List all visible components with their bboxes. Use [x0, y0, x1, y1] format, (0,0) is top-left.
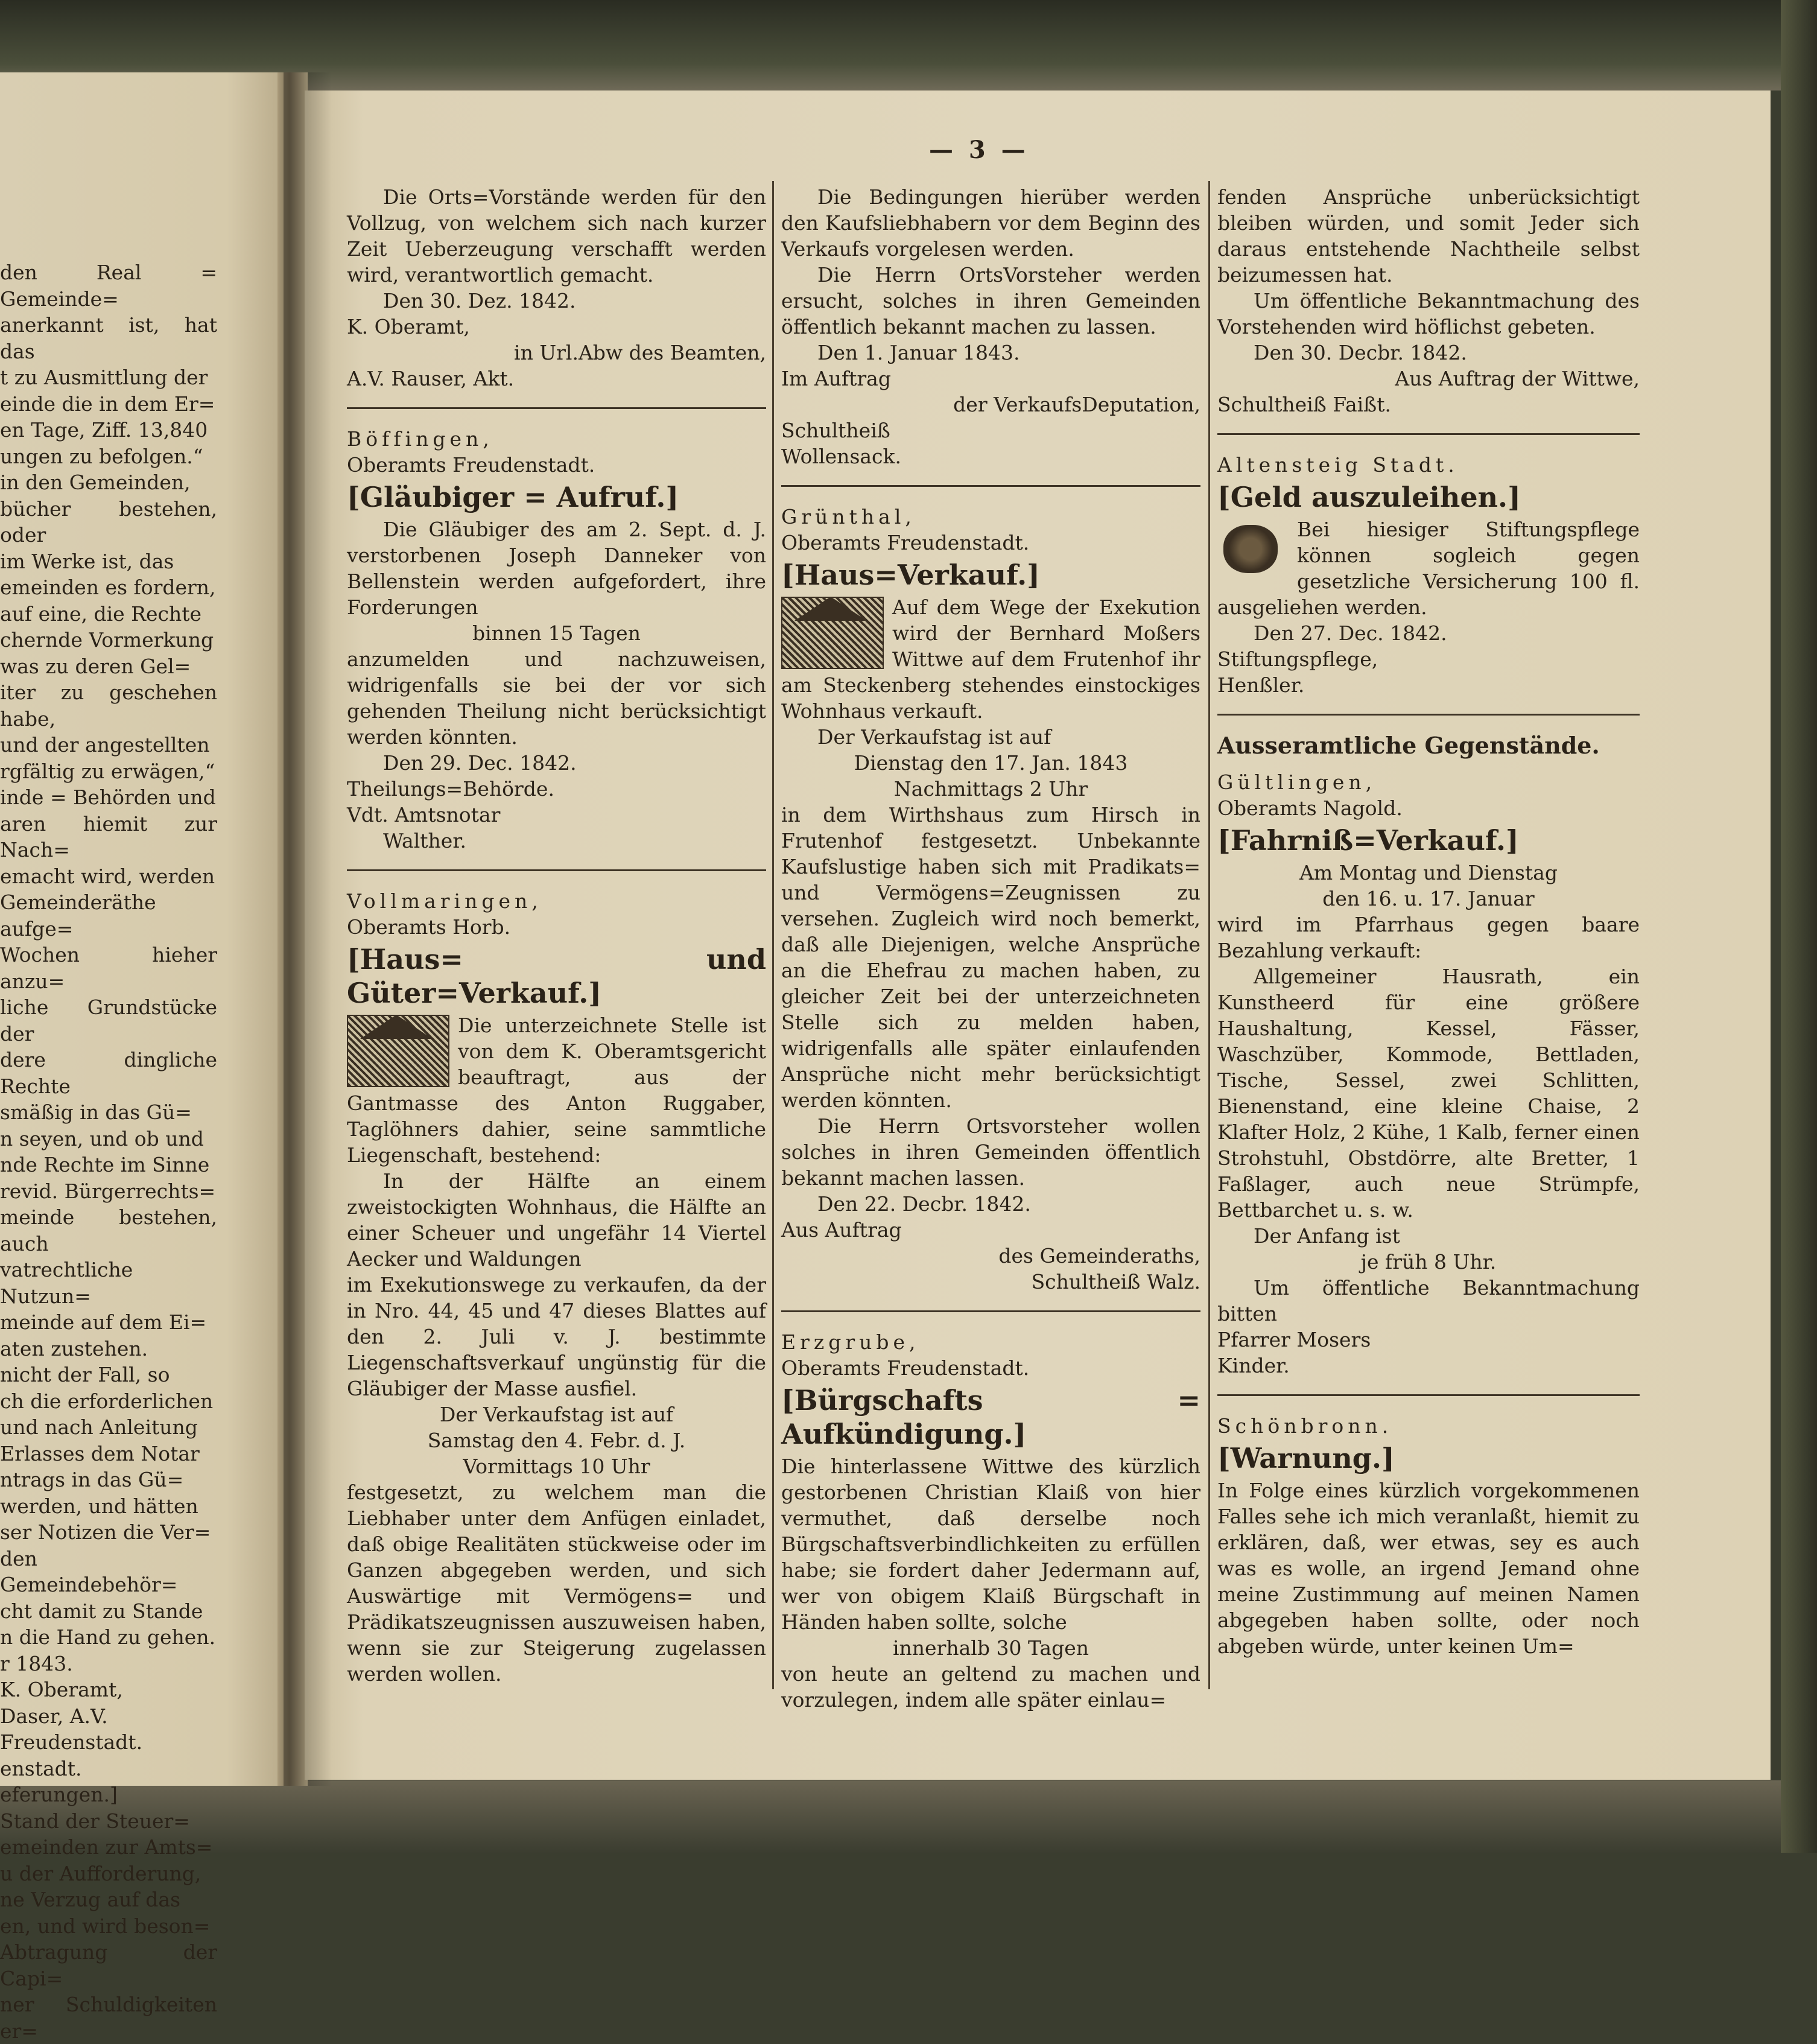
- signature: Im Auftrag: [781, 367, 891, 390]
- notice-text: In der Hälfte an einem zweistockigten Wohnhaus, die Hälfte an einer Scheuer und ungefähr 14 Viertel Aecker und Waldungen: [347, 1169, 766, 1271]
- signature: Walther.: [383, 829, 466, 852]
- section-divider: [347, 407, 766, 409]
- notice-date: Den 29. Dec. 1842.: [383, 751, 577, 775]
- notice-heading: [Warnung.]: [1217, 1442, 1395, 1474]
- column-3: [1217, 184, 1640, 1659]
- left-page-line: den Gemeindebehör=: [0, 1546, 178, 1596]
- notice-text: Auf dem Wege der Exekution wird der Bernhard Moßers Wittwe auf dem Frutenhof ihr am Steckenberg stehendes einstockiges Wohnhaus verkauft.: [781, 595, 1200, 723]
- section-title: Ausseramtliche Gegenstände.: [1217, 732, 1600, 759]
- gutter-shadow: [284, 72, 332, 1786]
- signature: Kinder.: [1217, 1354, 1290, 1377]
- left-page-line: inde = Behörden und: [0, 786, 216, 809]
- left-page-line: meinde auf dem Ei=: [0, 1310, 207, 1334]
- signature: Theilungs=Behörde.: [347, 777, 554, 801]
- section-divider: [1217, 433, 1640, 435]
- left-page-line: ntrags in das Gü=: [0, 1468, 184, 1491]
- sale-date: Dienstag den 17. Jan. 1843: [854, 751, 1128, 775]
- left-page-line: en Tage, Ziff. 13,840: [0, 418, 208, 442]
- notice-text: Die Herrn Ortsvorsteher wollen solches in ihren Gemeinden öffentlich bekannt machen lassen.: [781, 1114, 1200, 1190]
- column-rule-1: [772, 181, 774, 1689]
- left-page-line: Wochen hieher anzu=: [0, 943, 217, 993]
- notice-heading: [Bürgschafts = Aufkündigung.]: [781, 1384, 1200, 1450]
- signature: Aus Auftrag: [781, 1218, 902, 1242]
- left-page-line: im Werke ist, das: [0, 549, 174, 573]
- left-page-line: ch die erforderlichen: [0, 1389, 214, 1413]
- notice-deadline: binnen 15 Tagen: [472, 621, 641, 645]
- column-rule-2: [1208, 181, 1210, 1689]
- house-woodcut-icon: [347, 1015, 449, 1087]
- left-page-line: Stand der Steuer=: [0, 1809, 190, 1833]
- notice-date: Den 1. Januar 1843.: [817, 341, 1020, 364]
- signature: der VerkaufsDeputation,: [953, 393, 1200, 416]
- signature: Stiftungspflege,: [1217, 647, 1378, 671]
- left-page: [0, 72, 284, 2043]
- left-page-line: den Real = Gemeinde=: [0, 261, 217, 311]
- notice-text: von heute an geltend zu machen und vorzulegen, indem alle später einlau=: [781, 1662, 1200, 1712]
- signature: Henßler.: [1217, 673, 1305, 697]
- signature: in Url.Abw des Beamten,: [514, 341, 766, 364]
- left-page-line: liche Grundstücke der: [0, 995, 217, 1046]
- notice-place: Grünthal,: [781, 505, 916, 528]
- column-1: [347, 184, 766, 1687]
- left-page-line: auf eine, die Rechte: [0, 601, 202, 626]
- left-page-line: und der angestellten: [0, 733, 210, 757]
- signature: A.V. Rauser, Akt.: [347, 367, 515, 390]
- left-page-line: iter zu geschehen habe,: [0, 681, 217, 731]
- notice-text: anzumelden und nachzuweisen, widrigenfalls sie bei der vor sich gehenden Theilung nicht berücksichtigt werden könnten.: [347, 647, 766, 749]
- left-page-line: emeinden es fordern,: [0, 576, 216, 599]
- left-page-line: aren hiemit zur Nach=: [0, 811, 217, 862]
- left-page-line: t zu Ausmittlung der: [0, 366, 208, 389]
- sale-date: Am Montag und Dienstag: [1299, 861, 1558, 884]
- sale-time: je früh 8 Uhr.: [1360, 1250, 1497, 1274]
- left-page-line: nicht der Fall, so: [0, 1363, 170, 1386]
- sale-date: Samstag den 4. Febr. d. J.: [427, 1429, 686, 1452]
- notice-place: Schönbronn.: [1217, 1414, 1393, 1438]
- notice-place: Erzgrube,: [781, 1330, 920, 1354]
- signature: Wollensack.: [781, 445, 902, 468]
- left-page-line: Daser, A.V.: [0, 1704, 108, 1728]
- notice-text: Um öffentliche Bekanntmachung des Vorstehenden wird höflichst gebeten.: [1217, 289, 1640, 338]
- notice-text: wird im Pfarrhaus gegen baare Bezahlung verkauft:: [1217, 913, 1640, 962]
- notice-text: Der Verkaufstag ist auf: [817, 725, 1051, 749]
- left-page-line: einde die in dem Er=: [0, 392, 215, 416]
- notice-date: Den 22. Decbr. 1842.: [817, 1192, 1031, 1216]
- notice-text: Die Bedingungen hierüber werden den Kaufsliebhabern vor dem Beginn des Verkaufs vorgelesen werden.: [781, 185, 1200, 261]
- signature: Schultheiß Faißt.: [1217, 393, 1391, 416]
- notice-text: Die Orts=Vorstände werden für den Vollzug, von welchem sich nach kurzer Zeit Ueberzeugung verschafft werden wird, verantwortlich gemacht.: [347, 185, 766, 287]
- left-page-line: nde Rechte im Sinne: [0, 1153, 210, 1176]
- notice-text: in dem Wirthshaus zum Hirsch in Frutenhof festgesetzt. Unbekannte Kaufslustige haben sich mit Pradikats= und Vermögens=Zeugnissen zu versehen. Zugleich wird noch bemerkt, daß alle Diejenigen, welche Ansprüche an die Ehefrau zu machen haben, zu gleicher Zeit bei der unterzeichneten Stelle sich zu melden haben, widrigenfalls alle später einlaufenden Ansprüche nicht mehr berücksichtigt werden könnten.: [781, 803, 1200, 1112]
- left-page-line: revid. Bürgerrechts=: [0, 1179, 216, 1203]
- notice-district: Oberamts Freudenstadt.: [781, 1356, 1030, 1380]
- house-woodcut-icon: [781, 597, 884, 669]
- notice-heading: [Haus= und Güter=Verkauf.]: [347, 943, 766, 1009]
- section-divider: [1217, 1394, 1640, 1396]
- left-page-line: rgfältig zu erwägen,“: [0, 759, 215, 783]
- page-number: — 3 —: [929, 136, 1029, 164]
- left-page-line: enstadt.: [0, 1756, 82, 1780]
- notice-date: Den 30. Decbr. 1842.: [1254, 341, 1467, 364]
- left-page-line: r 1843.: [0, 1651, 73, 1675]
- left-page-line: meinde bestehen, auch: [0, 1205, 217, 1255]
- left-page-line: K. Oberamt,: [0, 1678, 123, 1701]
- notice-deadline: innerhalb 30 Tagen: [893, 1636, 1089, 1660]
- left-page-line: Erlasses dem Notar: [0, 1441, 200, 1465]
- notice-place: Böffingen,: [347, 427, 493, 451]
- signature: Pfarrer Mosers: [1217, 1328, 1371, 1351]
- notice-district: Oberamts Horb.: [347, 915, 511, 939]
- left-page-line: ner Schuldigkeiten er=: [0, 1993, 217, 2043]
- left-page-line: aten zustehen.: [0, 1336, 148, 1360]
- left-page-line: u der Aufforderung,: [0, 1861, 201, 1885]
- notice-heading: [Geld auszuleihen.]: [1217, 481, 1521, 513]
- left-page-line: vatrechtliche Nutzun=: [0, 1258, 133, 1308]
- notice-text: Die Gläubiger des am 2. Sept. d. J. verstorbenen Joseph Danneker von Bellenstein werden aufgefordert, ihre Forderungen: [347, 518, 766, 619]
- left-page-line: ne Verzug auf das: [0, 1888, 180, 1911]
- section-divider: [781, 1310, 1200, 1312]
- column-2: [781, 184, 1200, 1713]
- left-page-line: smäßig in das Gü=: [0, 1100, 192, 1124]
- notice-date: Den 27. Dec. 1842.: [1254, 621, 1447, 645]
- left-page-column: [0, 259, 217, 2044]
- signature: Vdt. Amtsnotar: [347, 803, 501, 827]
- notice-district: Oberamts Freudenstadt.: [781, 531, 1030, 554]
- left-page-line: was zu deren Gel=: [0, 654, 191, 678]
- notice-text: Der Verkaufstag ist auf: [439, 1403, 674, 1426]
- left-page-line: eferungen.]: [0, 1783, 118, 1806]
- left-page-line: emacht wird, werden: [0, 864, 215, 888]
- book-right-edge: [1781, 0, 1817, 1853]
- notice-text: Um öffentliche Bekanntmachung bitten: [1217, 1276, 1640, 1325]
- notice-heading: [Fahrniß=Verkauf.]: [1217, 824, 1519, 857]
- left-page-line: n seyen, und ob und: [0, 1126, 204, 1151]
- left-page-line: anerkannt ist, hat das: [0, 313, 217, 363]
- item-list: Allgemeiner Hausrath, ein Kunstheerd für eine größere Haushaltung, Kessel, Fässer, Waschzüber, Kommode, Bettladen, Tische, Sessel, zwei Schlitten, Bienenstand, eine kleine Chaise, 2 Klafter Holz, 2 Kühe, 1 Kalb, ferner einen Strohstuhl, Obstdörre, alte Bretter, 1 Faßlager, auch neue Strümpfe, Bettbarchet u. s. w.: [1217, 965, 1640, 1222]
- notice-district: Oberamts Freudenstadt.: [347, 453, 595, 477]
- left-page-line: bücher bestehen, oder: [0, 497, 217, 547]
- notice-text: fenden Ansprüche unberücksichtigt bleiben würden, und somit Jeder sich daraus entstehende Nachtheile selbst beizumessen hat.: [1217, 185, 1640, 287]
- notice-text: im Exekutionswege zu verkaufen, da der in Nro. 44, 45 und 47 dieses Blattes auf den 2. Juli v. J. bestimmte Liegenschaftsverkauf ungünstig für die Gläubiger der Masse ausfiel.: [347, 1273, 766, 1400]
- left-page-line: werden, und hätten: [0, 1494, 198, 1518]
- notice-heading: [Haus=Verkauf.]: [781, 559, 1040, 591]
- left-page-line: Gemeinderäthe aufge=: [0, 890, 156, 941]
- left-page-line: cht damit zu Stande: [0, 1599, 203, 1623]
- notice-text: Die unterzeichnete Stelle ist von dem K. Oberamtsgericht beauftragt, aus der Gantmasse des Anton Ruggaber, Taglöhners dahier, seine sammtliche Liegenschaft, bestehend:: [347, 1014, 766, 1167]
- sale-date: den 16. u. 17. Januar: [1322, 887, 1535, 910]
- notice-place: Vollmaringen,: [347, 889, 542, 913]
- notice-place: Altensteig Stadt.: [1217, 453, 1459, 477]
- signature: Schultheiß Walz.: [1031, 1270, 1200, 1293]
- left-page-line: ungen zu befolgen.“: [0, 444, 203, 468]
- notice-heading: [Gläubiger = Aufruf.]: [347, 481, 679, 513]
- left-page-line: chernde Vormerkung: [0, 628, 214, 652]
- left-page-line: dere dingliche Rechte: [0, 1048, 217, 1098]
- notice-district: Oberamts Nagold.: [1217, 796, 1403, 820]
- notice-text: Die Herrn OrtsVorsteher werden ersucht, solches in ihren Gemeinden öffentlich bekannt machen zu lassen.: [781, 263, 1200, 338]
- section-divider: [781, 485, 1200, 487]
- signature: Aus Auftrag der Wittwe,: [1395, 367, 1640, 390]
- section-divider: [1217, 714, 1640, 716]
- left-page-line: und nach Anleitung: [0, 1415, 198, 1439]
- signature: Schultheiß: [781, 419, 890, 442]
- notice-text: festgesetzt, zu welchem man die Liebhaber unter dem Anfügen einladet, daß obige Realitäten stückweise oder im Ganzen abgegeben werden, und sich Auswärtige mit Vermögens= und Prädikatszeugnissen auszuweisen haben, wenn sie zur Steigerung zugelassen werden wollen.: [347, 1481, 766, 1686]
- left-page-line: Abtragung der Capi=: [0, 1940, 217, 1990]
- notice-text: Bei hiesiger Stiftungspflege können sogleich gegen gesetzliche Versicherung 100 fl. ausgeliehen werden.: [1217, 518, 1640, 619]
- section-divider: [347, 869, 766, 871]
- notice-text: Der Anfang ist: [1254, 1224, 1400, 1248]
- notice-place: Gültlingen,: [1217, 770, 1377, 794]
- left-page-line: n die Hand zu gehen.: [0, 1625, 216, 1649]
- left-page-line: Freudenstadt.: [0, 1730, 143, 1754]
- left-page-line: in den Gemeinden,: [0, 471, 191, 494]
- left-page-line: emeinden zur Amts=: [0, 1835, 213, 1859]
- signature: des Gemeinderaths,: [998, 1244, 1200, 1268]
- signature: K. Oberamt,: [347, 315, 470, 338]
- sale-time: Nachmittags 2 Uhr: [893, 777, 1088, 801]
- book-bottom-edge: [0, 1780, 1817, 1853]
- notice-date: Den 30. Dez. 1842.: [383, 289, 576, 313]
- notice-text: In Folge eines kürzlich vorgekommenen Falles sehe ich mich veranlaßt, hiemit zu erklären, daß, wer etwas, sey es auch was es wolle, an irgend Jemand ohne meine Zustimmung auf meinen Namen abgegeben haben sollte, oder noch abgeben würde, unter keinen Um=: [1217, 1479, 1640, 1658]
- moneybag-woodcut-icon: [1217, 519, 1290, 585]
- left-page-line: ser Notizen die Ver=: [0, 1520, 211, 1544]
- notice-text: Die hinterlassene Wittwe des kürzlich gestorbenen Christian Klaiß von hier vermuthet, daß derselbe noch Bürgschaftsverbindlichkeiten zu erfüllen habe; sie fordert daher Jedermann auf, wer von obigem Klaiß Bürgschaft in Händen haben sollte, solche: [781, 1455, 1200, 1634]
- sale-time: Vormittags 10 Uhr: [463, 1455, 650, 1478]
- left-page-line: en, und wird beson=: [0, 1914, 211, 1938]
